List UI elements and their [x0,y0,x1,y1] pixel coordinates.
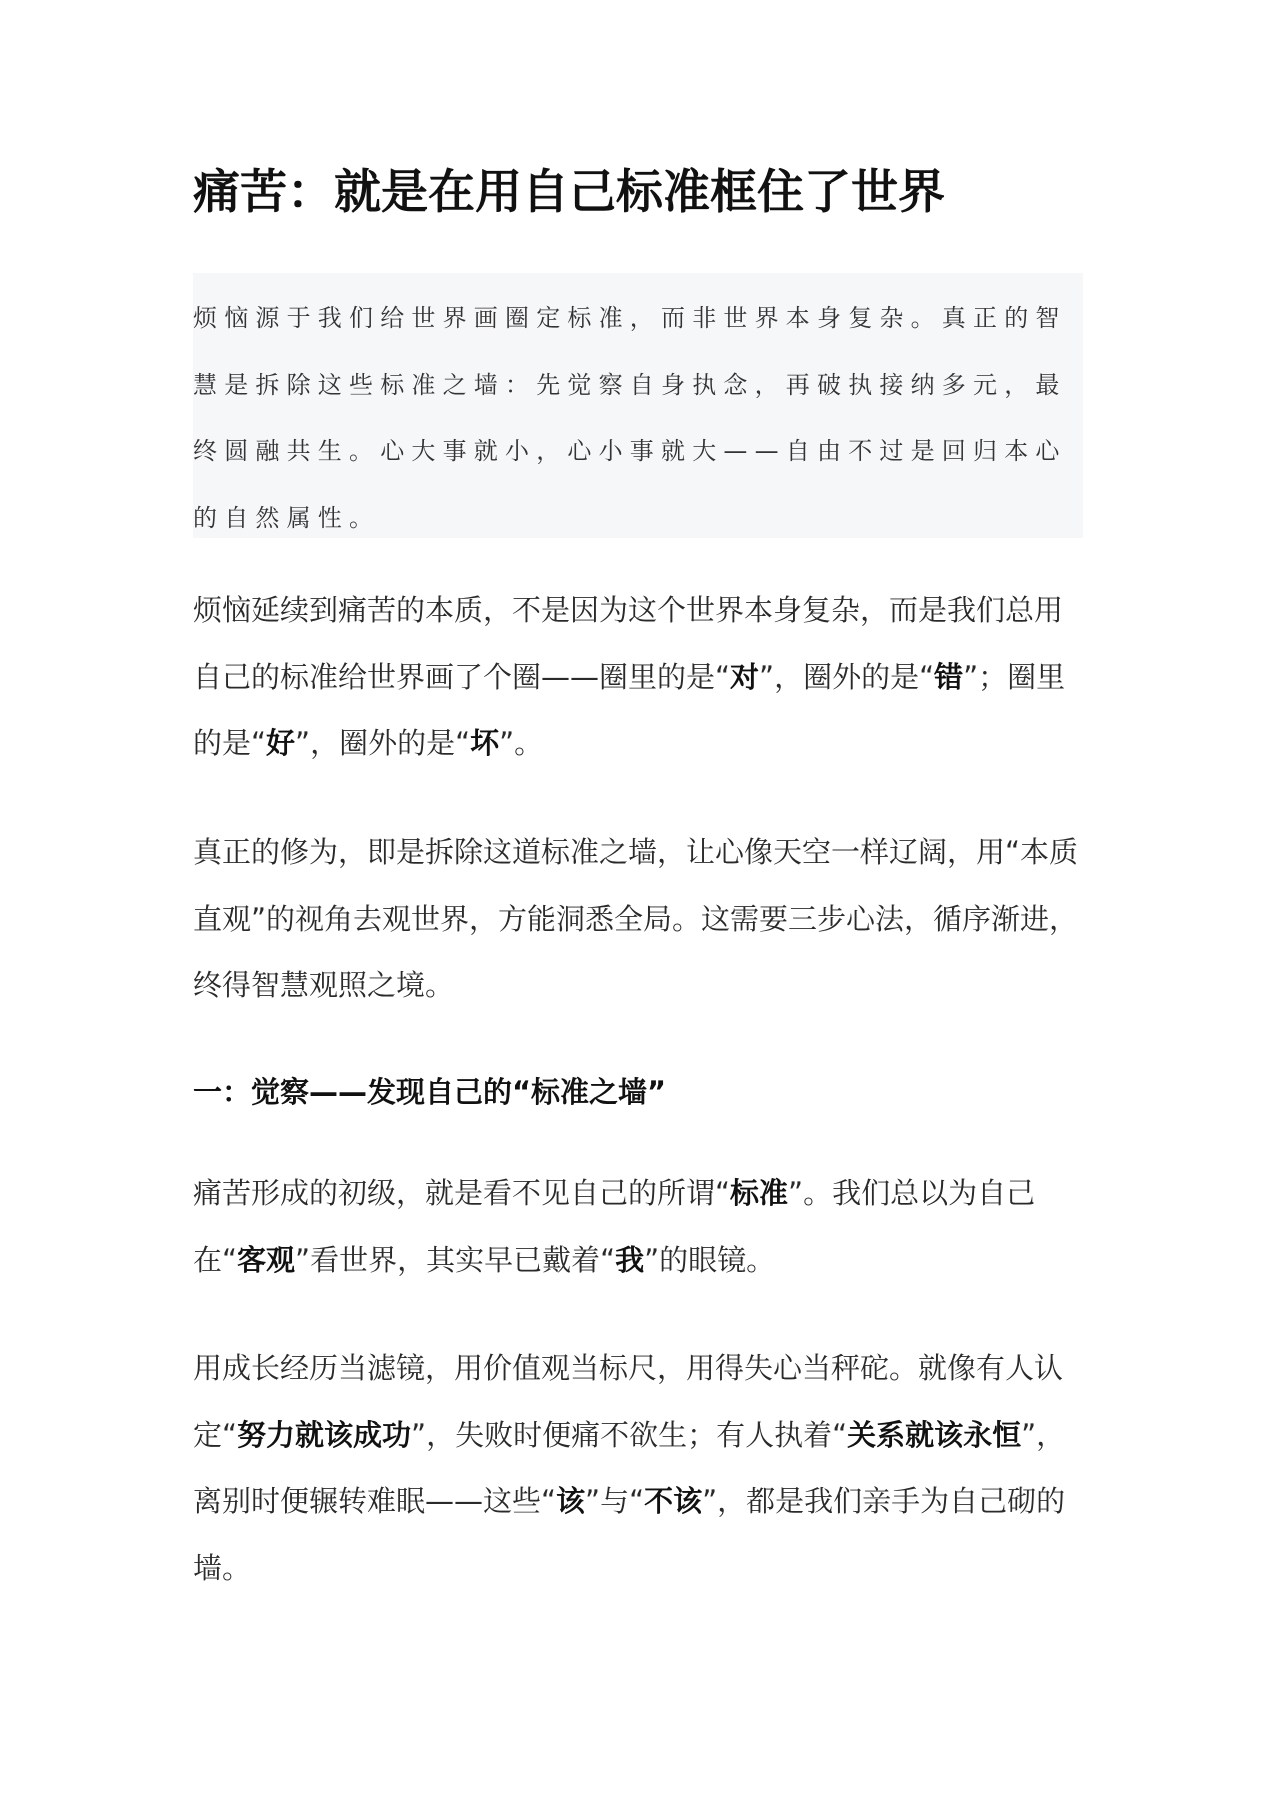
bold-term: 客观 [237,1242,296,1277]
text-span: ”。我们总以为自己在“ [193,1176,1036,1277]
paragraph-cultivation: 真正的修为，即是拆除这道标准之墙，让心像天空一样辽阔，用“本质直观”的视角去观世界，方能洞悉全局。这需要三步心法，循序渐进，终得智慧观照之境。 [193,835,1079,1002]
text-span: ”。 [499,726,544,760]
text-span: ”，失败时便痛不欲生；有人执着“ [411,1417,848,1452]
text-span: ”，都是我们亲手为自己砌的墙。 [193,1484,1066,1585]
text-span: ”；圈里的是“ [193,659,1066,760]
text-span: ”看世界，其实早已戴着“ [295,1242,616,1277]
bold-term: 不该 [644,1484,703,1518]
text-span: 痛苦形成的初级，就是看不见自己的所谓“ [193,1176,731,1210]
bold-term: 对 [730,659,760,694]
paragraph-filters [193,1335,1083,1601]
text-span: ”，圈外的是“ [759,659,935,694]
text-span: ”，离别时便辗转难眠——这些“ [193,1417,1066,1518]
text-span: 烦恼延续到痛苦的本质，不是因为这个世界本身复杂，而是我们总用自己的标准给世界画了个圈——圈里的是“ [193,593,1064,694]
bold-term: 努力就该成功 [237,1417,412,1452]
text-span: ”，圈外的是“ [295,726,471,760]
summary-box [193,273,1083,538]
bold-term: 我 [615,1242,645,1277]
text-span: ”的眼镜。 [644,1242,776,1277]
text-span: ”与“ [585,1484,645,1518]
section-heading: 一：觉察——发现自己的“标准之墙” [193,1075,667,1109]
bold-term: 关系就该永恒 [847,1417,1022,1452]
article-title: 痛苦：就是在用自己标准框住了世界 [193,165,945,220]
bold-term: 标准 [730,1176,789,1210]
paragraph-awareness [193,1160,1083,1293]
bold-term: 该 [556,1484,586,1518]
paragraph-intro [193,577,1083,777]
summary-text: 烦恼源于我们给世界画圈定标准，而非世界本身复杂。真正的智慧是拆除这些标准之墙：先觉察自身执念，再破执接纳多元，最终圆融共生。心大事就小，心小事就大——自由不过是回归本心的自然属性。 [193,304,1067,532]
bold-term: 错 [934,659,964,694]
bold-term: 坏 [470,726,500,760]
bold-term: 好 [266,726,296,760]
text-span: 用成长经历当滤镜，用价值观当标尺，用得失心当秤砣。就像有人认定“ [193,1351,1064,1452]
